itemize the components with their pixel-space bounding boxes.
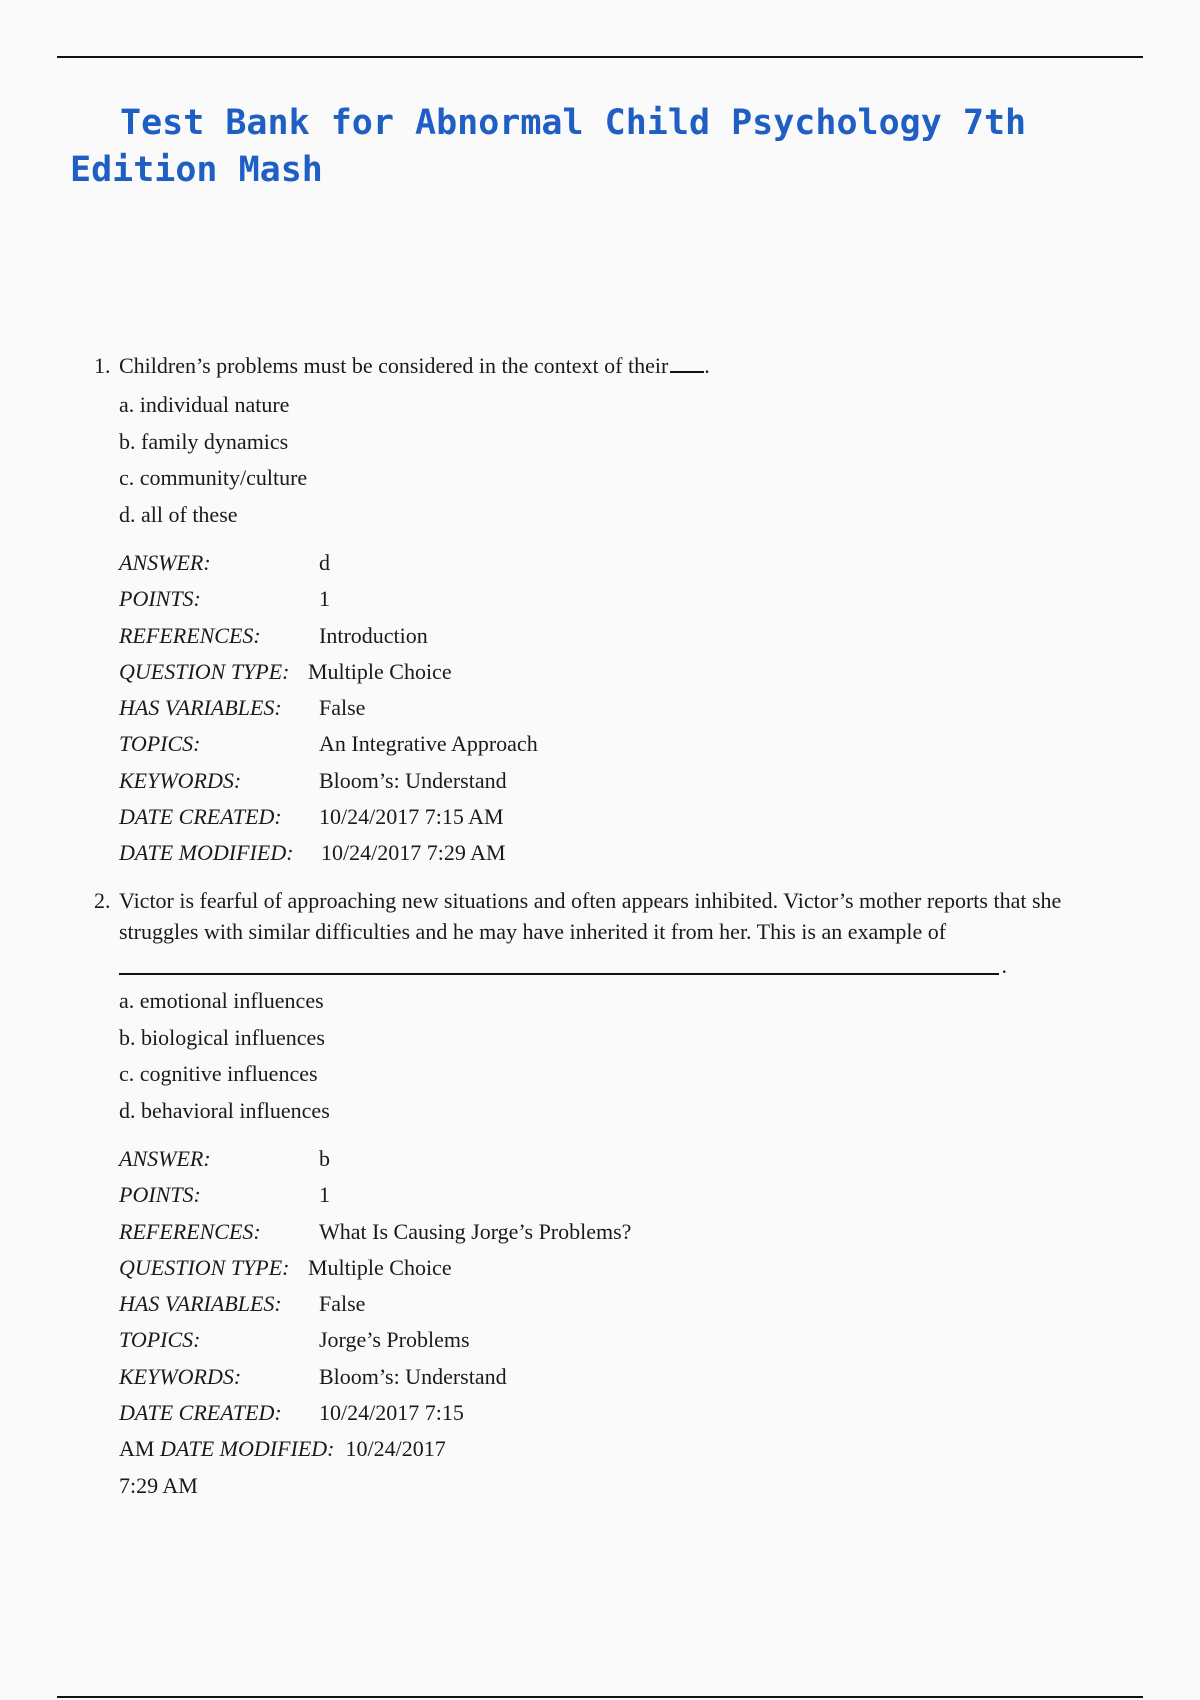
option-b: b. biological influences xyxy=(119,1024,325,1050)
meta-topics: TOPICS: Jorge’s Problems xyxy=(119,1327,470,1353)
option-a: a. individual nature xyxy=(119,392,290,417)
meta-keywords: KEYWORDS: Bloom’s: Understand xyxy=(119,767,507,793)
meta-answer: ANSWER: d xyxy=(119,550,330,575)
meta-topics: TOPICS: An Integrative Approach xyxy=(119,731,538,757)
question-1 xyxy=(94,350,1094,872)
meta-question-type: QUESTION TYPE: Multiple Choice xyxy=(119,658,452,684)
meta-date-modified-continued: 7:29 AM xyxy=(119,1472,198,1498)
question-text: Children’s problems must be considered in the context of their xyxy=(119,353,669,378)
option-b: b. family dynamics xyxy=(119,428,289,454)
question-number: 1. xyxy=(94,353,111,378)
question-metadata xyxy=(119,1141,1094,1504)
option-c: c. cognitive influences xyxy=(119,1061,318,1086)
meta-has-variables: HAS VARIABLES: False xyxy=(119,1291,366,1317)
meta-references: REFERENCES: Introduction xyxy=(119,622,428,648)
meta-points: POINTS: 1 xyxy=(119,586,330,612)
meta-references: REFERENCES: What Is Causing Jorge’s Problems? xyxy=(119,1218,632,1244)
question-text: Victor is fearful of approaching new situations and often appears inhibited. Victor’s mother reports that she struggles with similar difficulties and he may have inherited it from her. This is an example of xyxy=(119,888,1062,944)
option-a: a. emotional influences xyxy=(119,988,324,1013)
answer-blank: . xyxy=(119,947,999,975)
option-d: d. behavioral influences xyxy=(119,1097,330,1123)
meta-points: POINTS: 1 xyxy=(119,1182,330,1208)
question-2 xyxy=(94,885,1094,1504)
answer-blank xyxy=(670,351,704,373)
option-c: c. community/culture xyxy=(119,465,308,490)
top-rule xyxy=(57,56,1143,58)
option-d: d. all of these xyxy=(119,501,238,527)
question-number: 2. xyxy=(94,888,111,913)
question-metadata xyxy=(119,545,1094,872)
options-list xyxy=(119,983,1094,1129)
meta-date-modified: AM DATE MODIFIED: 10/24/2017 xyxy=(119,1436,446,1462)
meta-has-variables: HAS VARIABLES: False xyxy=(119,695,366,721)
question-stem xyxy=(94,885,1094,947)
meta-date-modified: DATE MODIFIED: 10/24/2017 7:29 AM xyxy=(119,840,506,866)
bottom-rule xyxy=(57,1696,1143,1698)
meta-date-created: DATE CREATED: 10/24/2017 7:15 AM xyxy=(119,804,504,830)
meta-date-created: DATE CREATED: 10/24/2017 7:15 xyxy=(119,1400,464,1426)
options-list xyxy=(119,387,1094,533)
question-stem: 1. Children’s problems must be considered in the context of their . xyxy=(94,350,1094,381)
meta-answer: ANSWER: b xyxy=(119,1146,330,1171)
meta-question-type: QUESTION TYPE: Multiple Choice xyxy=(119,1254,452,1280)
document-title: Test Bank for Abnormal Child Psychology 7th Edition Mash xyxy=(70,103,1027,190)
meta-keywords: KEYWORDS: Bloom’s: Understand xyxy=(119,1363,507,1389)
